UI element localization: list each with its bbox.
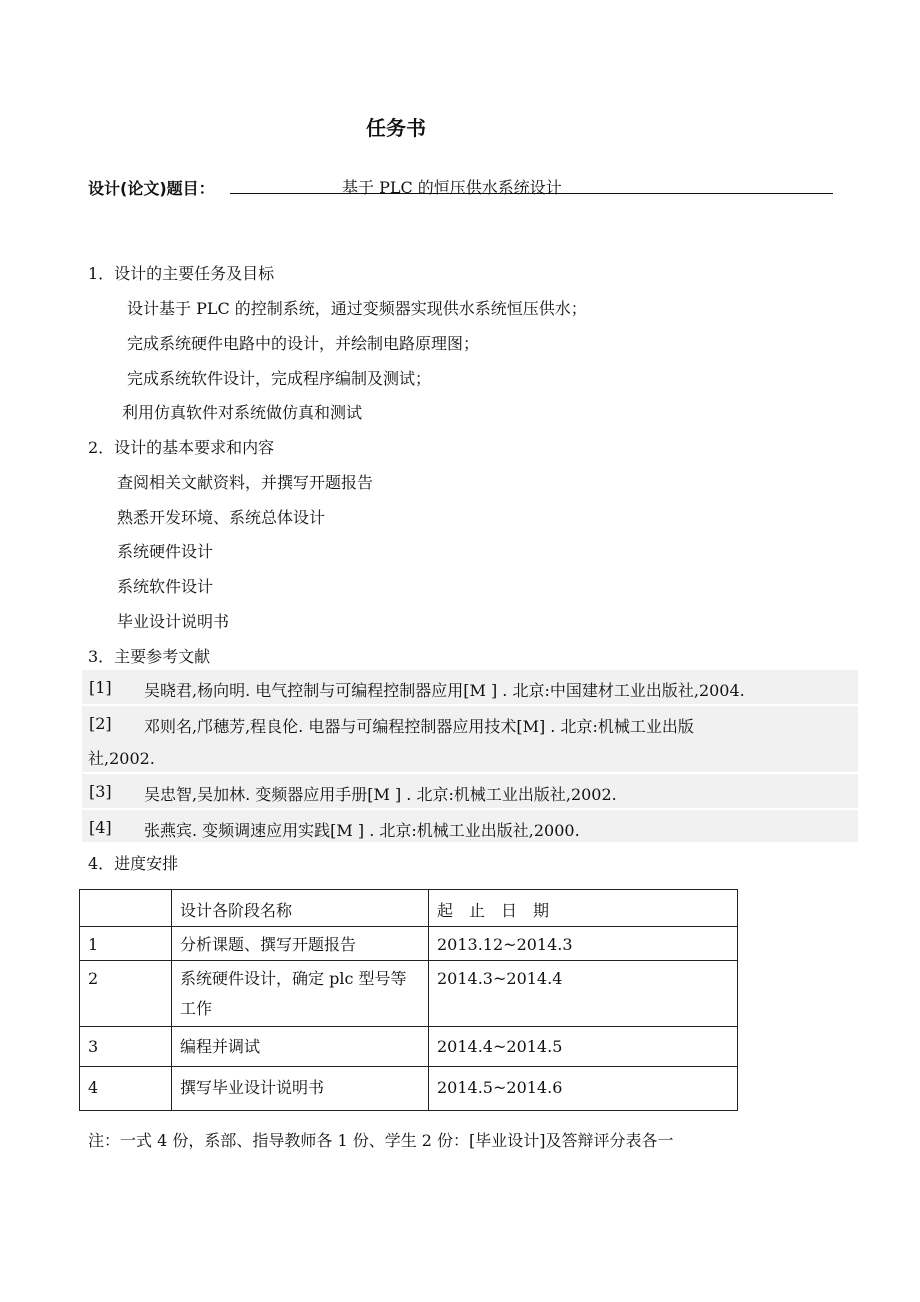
table-cell: 3 xyxy=(80,1027,172,1067)
reference-number: [2] xyxy=(89,714,112,733)
table-cell: 1 xyxy=(80,927,172,961)
section4-heading: 4．进度安排 xyxy=(88,854,179,873)
reference-number: [1] xyxy=(89,678,112,697)
section2-item: 熟悉开发环境、系统总体设计 xyxy=(117,508,326,527)
section2-item: 系统软件设计 xyxy=(117,577,214,596)
table-row xyxy=(80,1067,738,1111)
section1-item: 完成系统硬件电路中的设计，并绘制电路原理图； xyxy=(127,334,480,353)
schedule-table xyxy=(79,889,738,1111)
table-cell: 2 xyxy=(80,961,172,1027)
page-title: 任务书 xyxy=(366,116,426,140)
table-header-cell xyxy=(80,890,172,927)
section2-heading: 2．设计的基本要求和内容 xyxy=(88,438,275,457)
table-header-cell: 起 止 日 期 xyxy=(429,890,738,927)
section2-item: 毕业设计说明书 xyxy=(117,612,230,631)
table-header-cell: 设计各阶段名称 xyxy=(172,890,429,927)
table-row xyxy=(80,961,738,1027)
section1-item: 完成系统软件设计，完成程序编制及测试； xyxy=(127,369,432,388)
table-cell: 4 xyxy=(80,1067,172,1111)
footnote: 注：一式 4 份，系部、指导教师各 1 份、学生 2 份：[毕业设计]及答辩评分表各一 xyxy=(88,1131,674,1150)
section1-item: 设计基于 PLC 的控制系统，通过变频器实现供水系统恒压供水； xyxy=(127,299,587,318)
table-cell: 2014.4~2014.5 xyxy=(429,1027,738,1067)
reference-text-continued: 社,2002. xyxy=(88,749,155,768)
reference-number: [4] xyxy=(89,818,112,837)
table-header-row xyxy=(80,890,738,927)
topic-label: 设计(论文)题目： xyxy=(88,179,215,198)
table-cell: 撰写毕业设计说明书 xyxy=(172,1067,429,1111)
table-row xyxy=(80,1027,738,1067)
table-cell: 分析课题、撰写开题报告 xyxy=(172,927,429,961)
reference-text: 张燕宾. 变频调速应用实践[M ] . 北京:机械工业出版社,2000. xyxy=(144,821,580,840)
table-cell: 2013.12~2014.3 xyxy=(429,927,738,961)
reference-text: 邓则名,邝穗芳,程良伦. 电器与可编程控制器应用技术[M] . 北京:机械工业出版 xyxy=(144,717,694,736)
table-row xyxy=(80,927,738,961)
section3-heading: 3．主要参考文献 xyxy=(88,647,211,666)
section2-item: 查阅相关文献资料，并撰写开题报告 xyxy=(117,473,374,492)
section2-item: 系统硬件设计 xyxy=(117,542,214,561)
reference-number: [3] xyxy=(89,782,112,801)
section1-heading: 1．设计的主要任务及目标 xyxy=(88,264,275,283)
table-cell: 编程并调试 xyxy=(172,1027,429,1067)
table-cell: 系统硬件设计，确定 plc 型号等工作 xyxy=(172,961,429,1027)
reference-text: 吴忠智,吴加林. 变频器应用手册[M ] . 北京:机械工业出版社,2002. xyxy=(144,785,617,804)
section1-item: 利用仿真软件对系统做仿真和测试 xyxy=(122,403,363,422)
table-cell: 2014.3~2014.4 xyxy=(429,961,738,1027)
reference-text: 吴晓君,杨向明. 电气控制与可编程控制器应用[M ] . 北京:中国建材工业出版社,2004. xyxy=(144,681,745,700)
table-cell: 2014.5~2014.6 xyxy=(429,1067,738,1111)
topic-value: 基于 PLC 的恒压供水系统设计 xyxy=(342,178,562,197)
